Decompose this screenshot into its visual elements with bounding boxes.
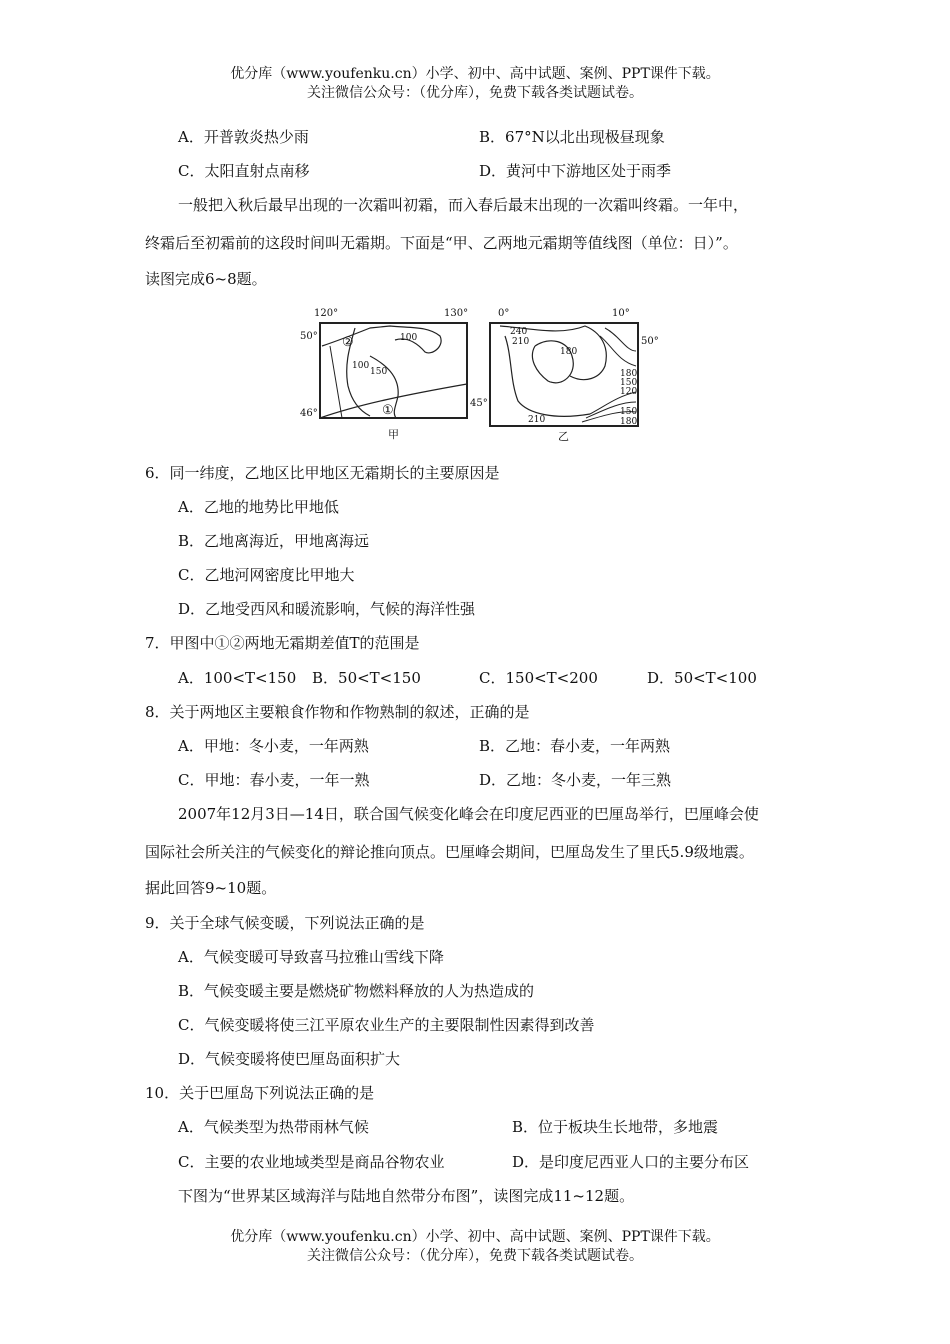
q6-stem: 6．同一纬度，乙地区比甲地区无霜期长的主要原因是 [145,464,500,482]
q5-option-b: B．67°N以北出现极昼现象 [479,128,665,146]
q10-option-b: B．位于板块生长地带，多地震 [512,1118,719,1136]
q5-option-d: D．黄河中下游地区处于雨季 [479,162,672,180]
q9-option-a: A．气候变暖可导致喜马拉雅山雪线下降 [178,948,444,966]
map-jia-lon-left: 120° [314,308,339,319]
q8-option-d: D．乙地：冬小麦，一年三熟 [479,771,672,789]
map-jia-label-100a: 100 [400,333,418,343]
map-yi-lat-left: 45° [470,398,488,409]
passage2-line-3: 据此回答9~10题。 [145,879,277,897]
map-jia-caption: 甲 [388,428,399,441]
map-yi-lon-right: 10° [612,308,630,319]
footer-line-2: 关注微信公众号：（优分库），免费下载各类试题试卷。 [307,1248,643,1264]
map-yi-lon-left: 0° [498,308,510,319]
map-yi-label-120: 120 [620,387,638,397]
map-yi-label-210: 210 [512,337,530,347]
map-jia-isoline-100a [322,326,441,353]
map-jia-lat-top: 50° [300,331,318,342]
map-yi-label-240: 240 [510,327,528,337]
map-jia-label-100b: 100 [352,361,370,371]
map-yi-label-180b: 180 [620,369,638,379]
q9-option-b: B．气候变暖主要是燃烧矿物燃料释放的人为热造成的 [178,982,535,1000]
footer-line-1: 优分库（www.youfenku.cn）小学、初中、高中试题、案例、PPT课件下载。 [230,1229,720,1245]
map-yi-caption: 乙 [558,430,569,443]
map-yi-label-150b: 150 [620,407,638,417]
map-jia-border-2 [330,346,342,418]
q6-option-a: A．乙地的地势比甲地低 [178,498,339,516]
map-yi-label-180c: 180 [620,417,638,427]
q9-option-d: D．气候变暖将使巴厘岛面积扩大 [178,1050,401,1068]
map-yi-isoline-210 [505,336,590,416]
q10-option-a: A．气候类型为热带雨林气候 [178,1118,369,1136]
q10-stem: 10．关于巴厘岛下列说法正确的是 [145,1084,375,1102]
q10-option-c: C．主要的农业地域类型是商品谷物农业 [178,1153,445,1171]
header-line-2: 关注微信公众号：（优分库），免费下载各类试题试卷。 [307,85,643,101]
q6-option-c: C．乙地河网密度比甲地大 [178,566,355,584]
passage2-line-2: 国际社会所关注的气候变化的辩论推向顶点。巴厘峰会期间，巴厘岛发生了里氏5.9级地震。 [145,843,754,861]
map-jia-lon-right: 130° [444,308,469,319]
q6-option-d: D．乙地受西风和暖流影响，气候的海洋性强 [178,600,476,618]
passage3-line-1: 下图为“世界某区域海洋与陆地自然带分布图”，读图完成11~12题。 [178,1187,635,1205]
passage1-line-1: 一般把入秋后最早出现的一次霜叫初霜，而入春后最末出现的一次霜叫终霜。一年中， [178,196,749,214]
passage1-line-3: 读图完成6~8题。 [145,270,267,288]
map-jia-label-2: ② [342,335,354,350]
q7-option-d: D．50<T<100 [647,669,757,687]
map-yi-label-210b: 210 [528,415,546,425]
q5-option-c: C．太阳直射点南移 [178,162,310,180]
q6-option-b: B．乙地离海近，甲地离海远 [178,532,370,550]
isoline-map-svg [300,306,662,443]
q7-option-c: C．150<T<200 [479,669,598,687]
q9-option-c: C．气候变暖将使三江平原农业生产的主要限制性因素得到改善 [178,1016,595,1034]
q10-option-d: D．是印度尼西亚人口的主要分布区 [512,1153,750,1171]
map-jia-label-150: 150 [370,367,388,377]
header-line-1: 优分库（www.youfenku.cn）小学、初中、高中试题、案例、PPT课件下载。 [230,66,720,82]
map-jia-lat-bottom: 46° [300,408,318,419]
frost-free-isoline-figure [300,306,662,443]
q8-stem: 8．关于两地区主要粮食作物和作物熟制的叙述，正确的是 [145,703,530,721]
passage1-line-2: 终霜后至初霜前的这段时间叫无霜期。下面是“甲、乙两地元霜期等值线图（单位：日）”。 [145,234,738,252]
map-jia-label-1: ① [382,403,394,418]
map-yi-lat-right: 50° [641,336,659,347]
q7-option-a: A．100<T<150 [178,669,297,687]
map-yi-label-150a: 150 [620,378,638,388]
q5-option-a: A．开普敦炎热少雨 [178,128,309,146]
q9-stem: 9．关于全球气候变暖，下列说法正确的是 [145,914,425,932]
passage2-line-1: 2007年12月3日—14日，联合国气候变化峰会在印度尼西亚的巴厘岛举行，巴厘峰会使 [178,805,759,823]
q7-option-b: B．50<T<150 [312,669,421,687]
q8-option-a: A．甲地：冬小麦，一年两熟 [178,737,369,755]
q7-stem: 7．甲图中①②两地无霜期差值T的范围是 [145,634,420,652]
q8-option-b: B．乙地：春小麦，一年两熟 [479,737,671,755]
map-yi-label-180a: 180 [560,347,578,357]
q8-option-c: C．甲地：春小麦，一年一熟 [178,771,370,789]
